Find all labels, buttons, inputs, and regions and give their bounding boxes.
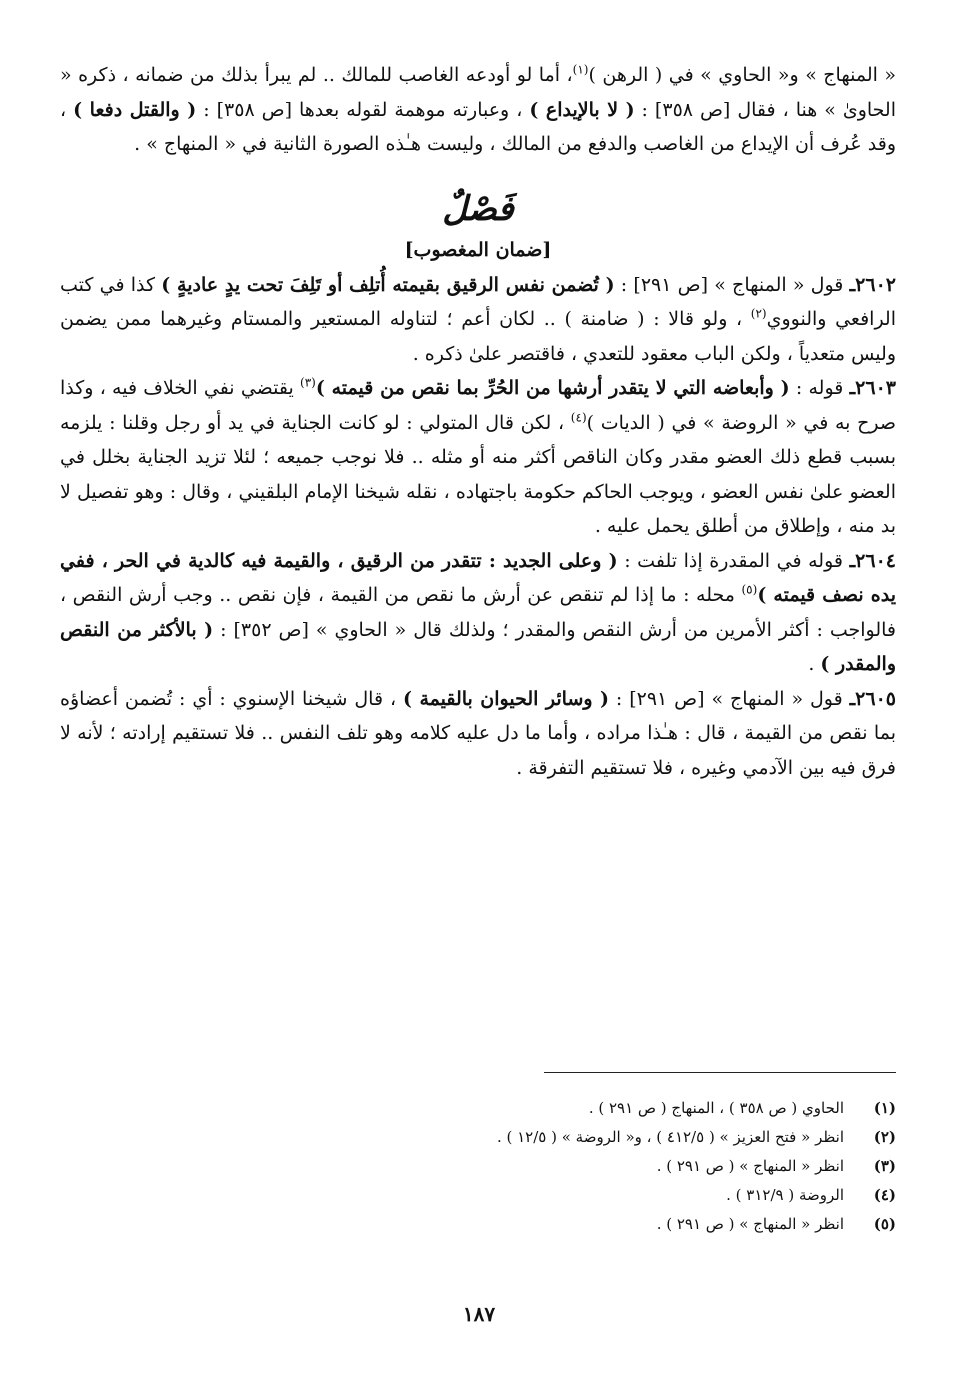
item-text: ، لكن قال المتولي : لو كانت الجناية في يد أو رجل وقلنا : يلزمه بسبب قطع ذلك العضو مقدر وكان الناقص أكثر منه أو مثله .. فلا نوجب جميعه ؛ لئلا تزيد الجناية بخلل في العضو علىٰ نفس العضو ، ويوجب الحاكم حكومة باجتهاده ، نقله شيخنا الإمام البلقيني ، وقال : وهو تفصيل لا بد منه ، وإطلاق من أطلق يحمل عليه . — [60, 411, 896, 537]
item-text: كذا في كتب الرافعي والنووي — [60, 273, 896, 330]
footnote-divider — [544, 1072, 896, 1073]
footnote-ref-4: (٤) — [570, 410, 587, 425]
footnote-text: انظر « المنهاج » ( ص ٢٩١ ) . — [656, 1215, 844, 1233]
footnote-text: انظر « فتح العزيز » ( ٤١٢/٥ ) ، و« الروضة » ( ١٢/٥ ) . — [496, 1128, 844, 1146]
item-text: ، قال شيخنا الإسنوي : أي : تُضمن أعضاؤه بما نقص من القيمة ، قال : هـٰذا مراده ، وأما ما دل عليه كلامه وهو تلف النفس .. فلا تستقيم إرادته ؛ لأنه لا فرق فيه بين الآدمي وغيره ، فلا تستقيم التفرقة . — [60, 687, 896, 779]
item-pre: قوله في المقدرة إذا تلفت : — [617, 549, 850, 572]
footnote-item — [60, 1181, 896, 1210]
footnote-number: (١) — [873, 1099, 896, 1117]
footnote-number: (٥) — [873, 1215, 896, 1233]
item-2603 — [60, 371, 896, 544]
item-text: محله : ما إذا لم تنقص عن أرش ما نقص من القيمة ، فإن نقص .. وجب أرش النقص ، فالواجب : أكثر الأمرين من أرش النقص والمقدر ؛ ولذلك قال « الحاوي » [ص ٣٥٢] : — [60, 584, 896, 641]
footnotes — [60, 1094, 896, 1239]
footnote-item — [60, 1094, 896, 1123]
item-quote: ( وسائر الحيوان بالقيمة ) — [402, 687, 610, 710]
item-2605 — [60, 682, 896, 786]
footnote-ref-3: (٣) — [300, 375, 316, 390]
section-heading — [60, 188, 896, 230]
item-number: ٢٦٠٣ـ — [849, 377, 896, 399]
page-body — [60, 58, 896, 785]
item-pre: قوله : — [789, 377, 850, 399]
intro-text-4: ، وقد عُرف أن الإيداع من الغاصب والدفع من المالك ، وليست هـٰذه الصورة الثانية في « المنهاج » . — [60, 98, 896, 155]
item-2604 — [60, 544, 896, 682]
intro-bold-2: ( والقتل دفعا ) — [73, 98, 197, 121]
item-quote: ( وأبعاضه التي لا يتقدر أرشها من الحُرِّ بما نقص من قيمته ) — [315, 377, 790, 399]
footnote-text: الحاوي ( ص ٣٥٨ ) ، المنهاج ( ص ٢٩١ ) . — [588, 1099, 844, 1117]
intro-paragraph — [60, 58, 896, 162]
footnote-number: (٤) — [873, 1186, 896, 1204]
intro-text-1: « المنهاج » و« الحاوي » في ( الرهن ) — [588, 64, 896, 86]
intro-bold-1: ( لا بالإيداع ) — [529, 98, 635, 121]
item-quote: ( تُضمن نفس الرقيق بقيمته أُتلِف أو تَلِفَ تحت يدٍ عاديةٍ ) — [161, 273, 615, 296]
footnote-text: الروضة ( ٣١٢/٩ ) . — [726, 1186, 844, 1204]
footnote-ref-5: (٥) — [741, 582, 758, 597]
footnote-ref-2: (٢) — [750, 306, 767, 321]
intro-text-2: ، أما لو أودعه الغاصب للمالك .. لم يبرأ بذلك من ضمانه ، ذكره « الحاوىٰ » هنا ، فقال [ص ٣٥٨] : — [60, 64, 896, 121]
item-text: . — [808, 653, 821, 675]
item-pre: قول « المنهاج » [ص ٢٩١] : — [614, 273, 850, 296]
intro-text-3: ، وعبارته موهمة لقوله بعدها [ص ٣٥٨] : — [196, 98, 530, 121]
item-quote: ( بالأكثر من النقص والمقدر ) — [60, 618, 896, 675]
item-pre: قول « المنهاج » [ص ٢٩١] : — [609, 687, 850, 710]
footnote-item — [60, 1123, 896, 1152]
item-quote: ( وعلى الجديد : تتقدر من الرقيق ، والقيمة فيه كالدية في الحر ، ففي يده نصف قيمته ) — [60, 549, 897, 606]
section-title: فَصْلٌ — [442, 188, 514, 229]
page-number: ١٨٧ — [462, 1302, 496, 1326]
footnote-item — [60, 1152, 896, 1181]
footnote-ref-1: (١) — [572, 62, 589, 77]
footnote-number: (٢) — [873, 1128, 896, 1146]
section-subtitle: [ضمان المغصوب] — [404, 238, 552, 261]
item-number: ٢٦٠٥ـ — [849, 687, 896, 710]
item-2602 — [60, 268, 896, 372]
item-text: ، ولو قالا : ( ضامنة ) .. لكان أعم ؛ لتناوله المستعير والمستام وغيرهما ممن يضمن وليس متعدياً ، ولكن الباب معقود للتعدي ، فاقتصر علىٰ ذكره . — [60, 308, 896, 365]
item-text: يقتضي نفي الخلاف فيه ، وكذا صرح به في « الروضة » في ( الديات ) — [60, 377, 896, 434]
footnote-number: (٣) — [873, 1157, 896, 1175]
item-number: ٢٦٠٢ـ — [849, 273, 896, 296]
footnote-text: انظر « المنهاج » ( ص ٢٩١ ) . — [656, 1157, 844, 1175]
footnote-item — [60, 1210, 896, 1239]
item-number: ٢٦٠٤ـ — [849, 549, 896, 572]
